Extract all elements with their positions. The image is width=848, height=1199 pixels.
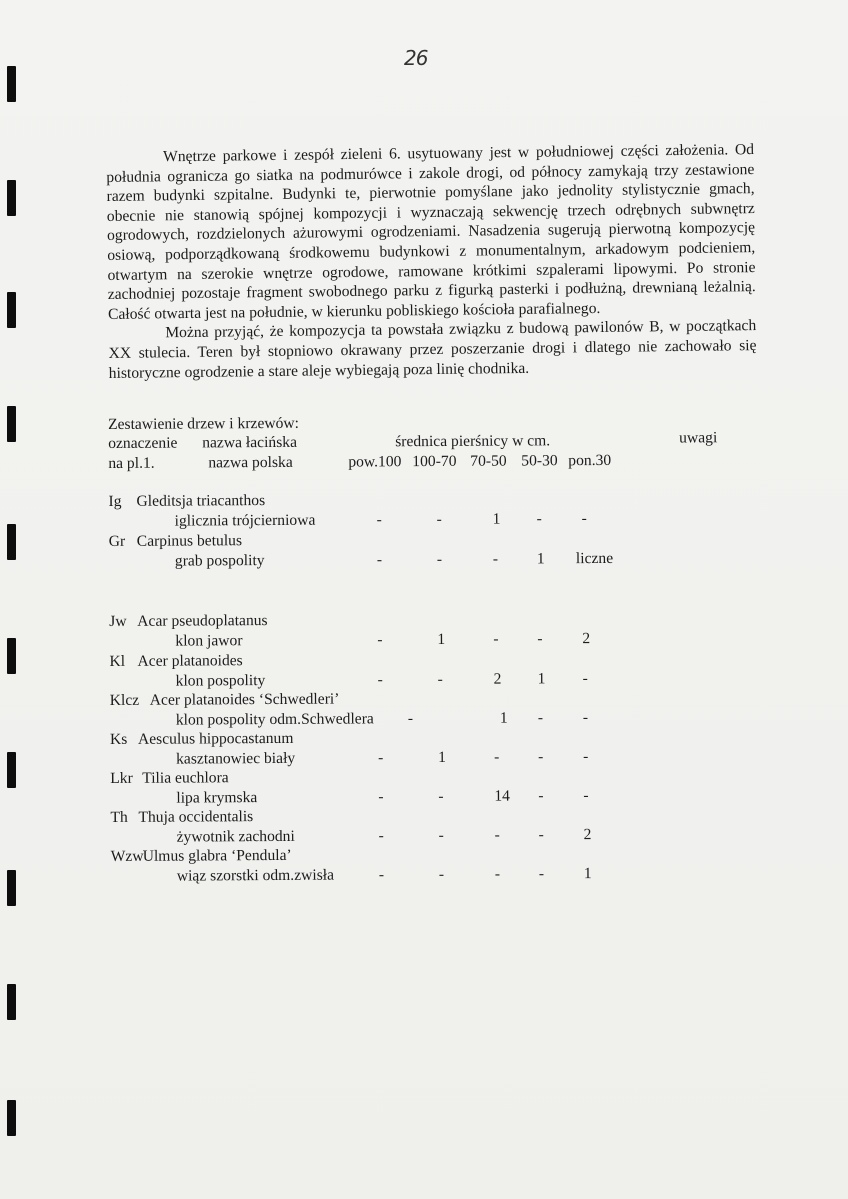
row-diameter-value: - [494,826,500,844]
row-latin-name: Acar pseudoplatanus [137,612,268,630]
row-diameter-value: - [437,670,443,688]
row-code: Th [110,808,128,826]
row-diameter-value: - [407,710,414,728]
row-diameter-value: 1 [583,865,592,883]
row-diameter-value: - [376,511,382,529]
header-latin: nazwa łacińska [202,433,298,452]
row-latin-name: Acer platanoides ‘Schwedleri’ [149,690,340,709]
row-diameter-value: - [538,826,544,844]
row-diameter-value: 2 [582,630,591,648]
row-polish-name: klon pospolity odm.Schwedlera [175,710,374,729]
row-diameter-value: 1 [499,709,508,727]
row-diameter-value: - [538,748,544,766]
row-diameter-value: - [538,865,545,883]
row-diameter-value: 1 [537,670,546,688]
row-code: Klcz [109,691,140,709]
row-diameter-value: - [537,709,544,727]
row-diameter-value: 1 [536,550,545,568]
row-diameter-value: - [378,749,384,767]
binder-hole-mark [7,406,16,442]
row-diameter-value: - [377,631,383,649]
row-diameter-value: - [436,550,443,568]
header-diameter: średnica pierśnicy w cm. [395,432,551,451]
row-diameter-value: - [378,788,384,806]
row-diameter-value: - [582,709,589,727]
row-code: Gr [108,532,126,550]
row-diameter-value: 1 [492,510,501,528]
header-range: 50-30 [521,452,558,470]
row-code: Lkr [110,769,133,787]
page-number: 26 [404,46,428,70]
header-polish: nazwa polska [208,453,293,472]
header-plan: na pl.1. [108,454,155,472]
row-latin-name: Tilia euchlora [142,769,229,787]
row-diameter-value: 14 [494,787,510,805]
row-diameter-value: liczne [575,549,614,568]
row-diameter-value: - [438,826,444,844]
row-code: Ks [109,730,128,748]
row-polish-name: lipa krymska [176,789,258,807]
header-range: pon.30 [568,451,612,470]
binder-hole-mark [7,66,16,102]
binder-hole-mark [7,180,16,216]
paragraph: Wnętrze parkowe i zespół zieleni 6. usytuowany jest w południowej części założenia. Od południa ogranicza go siatka na podmurówce i zakole drogi, od północy zamykają trzy zestawione razem budynki szpitalne. Budynki te, pierwotnie pomyślane jako jednolity stylistycznie gmach, obecnie nie stanowią spójnej kompozycji i wyznaczają sekwencję trzech odrębnych subwnętrz ogrodowych, rozdzielonych ażurowymi ogrodzeniami. Nasadzenia sugerują pierwotną kompozycję osiową, podporządkowaną środkowemu budynkowi z monumentalnym, arkadowym podcieniem, otwartym na szerokie wnętrze ogrodowe, ramowane krótkimi szpalerami lipowymi. Po stronie zachodniej pozostaje fragment swobodnego parku z figurką pasterki i podłużną, drewnianą leżalnią. Całość otwarta jest na południe, w kierunku pobliskiego kościoła parafialnego. [106,141,756,323]
header-range: 100-70 [412,452,457,471]
table-title: Zestawienie drzew i krzewów: [108,414,300,433]
row-diameter-value: - [376,551,383,569]
row-polish-name: żywotnik zachodni [176,827,295,846]
row-diameter-value: - [493,630,499,648]
binder-hole-mark [7,752,16,788]
row-diameter-value: - [581,510,587,528]
binder-hole-mark [7,638,16,674]
row-diameter-value: - [492,550,499,568]
header-range: pow.100 [348,453,402,471]
header-notes: uwagi [679,429,718,447]
row-polish-name: grab pospolity [174,552,265,570]
row-diameter-value: - [378,827,384,845]
species-table [108,412,758,885]
row-polish-name: klon pospolity [175,672,266,690]
row-diameter-value: - [377,671,383,689]
binder-hole-mark [7,1100,16,1136]
row-code: Jw [109,612,127,630]
binder-hole-mark [7,870,16,906]
row-latin-name: Ulmus glabra ‘Pendula’ [142,846,292,865]
row-polish-name: klon jawor [175,632,243,650]
row-diameter-value: - [436,510,442,528]
row-diameter-value: - [494,748,500,766]
binder-hole-mark [7,984,16,1020]
row-latin-name: Aesculus hippocastanum [137,729,294,748]
row-diameter-value: - [583,748,589,766]
binder-hole-mark [7,292,16,328]
row-diameter-value: - [583,787,589,805]
row-diameter-value: 1 [438,748,446,766]
row-polish-name: iglicznia trójcierniowa [174,511,316,530]
paragraph: Można przyjąć, że kompozycja ta powstała związku z budową pawilonów B, w początkach XX stulecia. Teren był stopniowo okrawany przez poszerzanie drogi i dlatego nie zachowało się historyczne ogrodzenie a stare aleje wybiegają poza linię chodnika. [108,317,757,382]
row-polish-name: kasztanowiec biały [176,749,296,768]
row-latin-name: Acer platanoides [137,652,243,670]
row-diameter-value: - [536,510,542,528]
header-code: oznaczenie [108,434,178,452]
row-diameter-value: - [537,630,543,648]
header-range: 70-50 [470,452,507,470]
row-diameter-value: - [438,787,444,805]
row-diameter-value: 2 [583,826,592,844]
row-diameter-value: - [582,670,588,688]
row-diameter-value: - [378,866,385,884]
row-code: Kl [109,652,126,670]
row-diameter-value: - [538,787,544,805]
row-polish-name: wiąz szorstki odm.zwisła [176,866,335,885]
row-latin-name: Thuja occidentalis [138,808,254,826]
row-code: Wzw [110,847,144,865]
binder-hole-mark [7,524,16,560]
row-diameter-value: 1 [437,630,446,648]
row-code: Ig [108,492,122,510]
row-diameter-value: - [494,865,501,883]
row-diameter-value: - [438,865,445,883]
body-text [106,140,757,383]
row-diameter-value: 2 [493,670,502,688]
row-latin-name: Carpinus betulus [136,532,243,550]
row-latin-name: Gleditsja triacanthos [136,492,266,510]
